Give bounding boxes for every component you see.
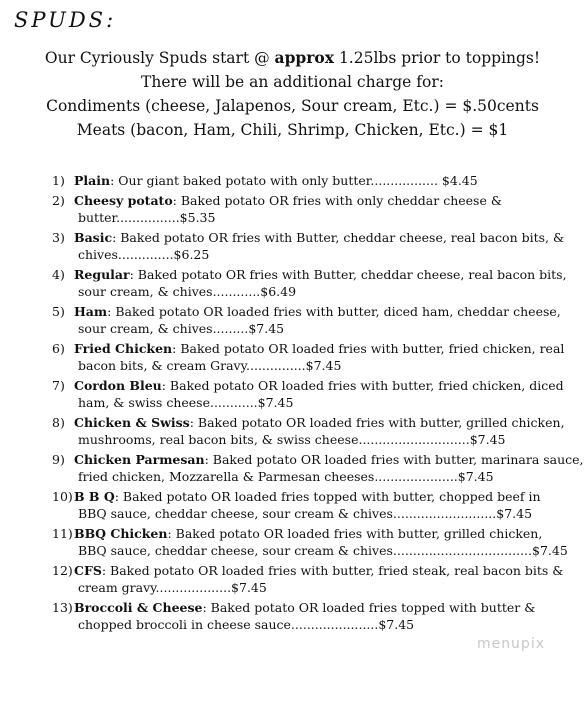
menu-item: 6) Fried Chicken: Baked potato OR loaded fries with butter, fried chicken, real bacon bits, & cream Gravy...............$7.45 [52,341,565,373]
intro-line-2: There will be an additional charge for: [141,73,444,91]
menu-item: 11) BBQ Chicken: Baked potato OR loaded fries with butter, grilled chicken, BBQ sauce, cheddar cheese, sour cream & chives...................................$7.45 [52,526,568,558]
menu-item: 1) Plain: Our giant baked potato with only butter................. $4.45 [52,173,478,188]
menu-item: 9) Chicken Parmesan: Baked potato OR loaded fries with butter, marinara sauce, fried chicken, Mozzarella & Parmesan cheeses.....................$7.45 [52,452,584,484]
menu-item: 8) Chicken & Swiss: Baked potato OR loaded fries with butter, grilled chicken, mushrooms, real bacon bits, & swiss cheese............................$7.45 [52,415,565,447]
menu-item: 12) CFS: Baked potato OR loaded fries with butter, fried steak, real bacon bits & cream gravy...................$7.45 [52,563,564,595]
intro-line-4: Meats (bacon, Ham, Chili, Shrimp, Chicken, Etc.) = $1 [76,121,509,139]
menu-item: 5) Ham: Baked potato OR loaded fries with butter, diced ham, cheddar cheese, sour cream, & chives.........$7.45 [52,304,561,336]
menu-list [52,172,584,636]
intro-line-3: Condiments (cheese, Jalapenos, Sour cream, Etc.) = $.50cents [46,97,539,115]
menu-item: 7) Cordon Bleu: Baked potato OR loaded fries with butter, fried chicken, diced ham, & swiss cheese............$7.45 [52,378,564,410]
watermark: menupix [476,636,545,652]
intro-line-1: Our Cyriously Spuds start @ approx 1.25lbs prior to toppings! [44,48,541,67]
menu-item: 3) Basic: Baked potato OR fries with Butter, cheddar cheese, real bacon bits, & chives..............$6.25 [52,230,565,262]
menu-item: 4) Regular: Baked potato OR fries with Butter, cheddar cheese, real bacon bits, sour cream, & chives............$6.49 [52,267,567,299]
intro-block [0,46,585,142]
menu-title: SPUDS: [14,8,117,32]
menu-item: 13) Broccoli & Cheese: Baked potato OR loaded fries topped with butter & chopped broccoli in cheese sauce......................$7.45 [52,600,536,632]
menu-item: 2) Cheesy potato: Baked potato OR fries with only cheddar cheese & butter................$5.35 [52,193,502,225]
menu-item: 10) B B Q: Baked potato OR loaded fries topped with butter, chopped beef in BBQ sauce, cheddar cheese, sour cream & chives..........................$7.45 [52,489,541,521]
